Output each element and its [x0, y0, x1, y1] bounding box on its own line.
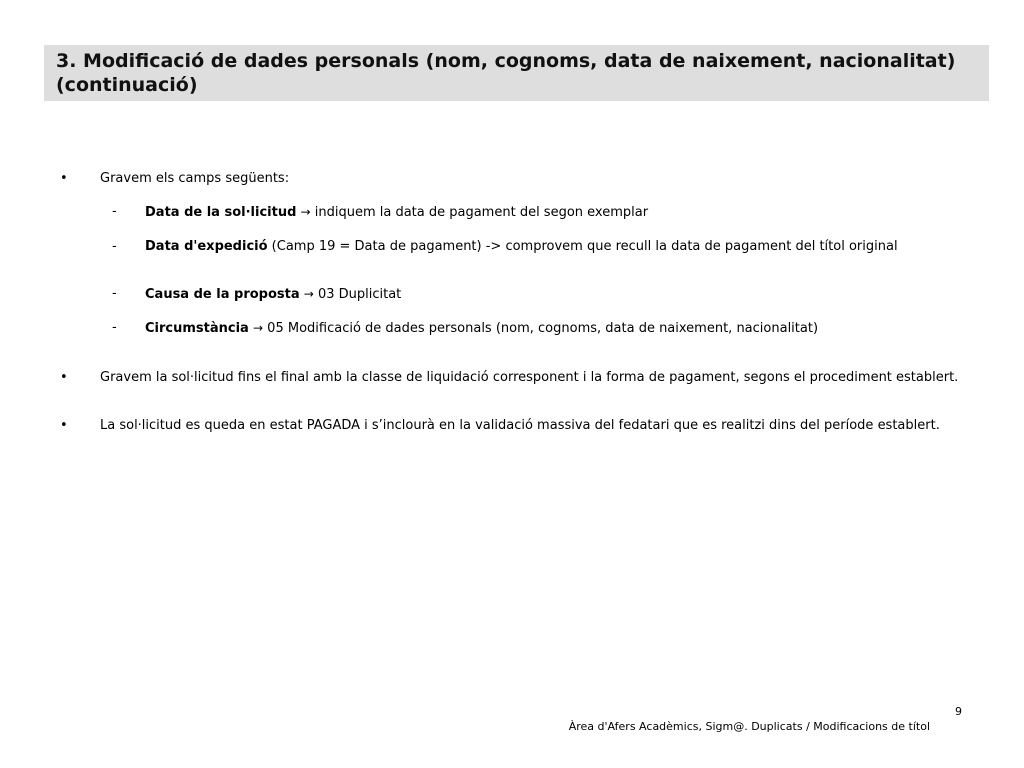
field-label: Data de la sol·licitud [145, 205, 297, 220]
bullet-text: Gravem els camps següents: [100, 171, 290, 186]
footer-text: Àrea d'Afers Acadèmics, Sigm@. Duplicats / Modificacions de títol [568, 720, 930, 733]
arrow-right-icon: → [252, 321, 264, 335]
dash-marker: - [112, 286, 117, 301]
sub-item-3 [112, 287, 963, 302]
sub-item-text [145, 321, 963, 336]
bullet-item-3 [60, 419, 963, 433]
bullet-item-1 [60, 172, 963, 186]
arrow-right-icon: → [303, 287, 314, 301]
field-description: 03 Duplicitat [313, 287, 402, 302]
sub-item-text [145, 205, 963, 220]
dash-marker: - [112, 204, 117, 219]
sub-item-text [145, 240, 963, 254]
dash-marker: - [112, 320, 117, 335]
sub-item-2 [112, 240, 963, 254]
bullet-text: Gravem la sol·licitud fins el final amb la classe de liquidació corresponent i la forma de pagament, segons el procediment establert. [100, 370, 959, 385]
field-description: (Camp 19 = Data de pagament) -> comprovem que recull la data de pagament del títol original [267, 239, 898, 254]
field-description: indiquem la data de pagament del segon exemplar [310, 205, 649, 220]
bullet-item-2 [60, 371, 963, 385]
slide-title-bar [44, 45, 989, 101]
field-description: 05 Modificació de dades personals (nom, cognoms, data de naixement, nacionalitat) [263, 321, 819, 336]
field-label: Causa de la proposta [145, 287, 300, 302]
bullet-marker: • [60, 418, 68, 433]
field-label: Circumstància [145, 321, 249, 336]
sub-item-4 [112, 321, 963, 336]
slide-title: 3. Modificació de dades personals (nom, cognoms, data de naixement, nacionalitat) (continuació) [56, 50, 956, 96]
page-number: 9 [955, 705, 962, 718]
bullet-text: La sol·licitud es queda en estat PAGADA i s’inclourà en la validació massiva del fedatari que es realitzi dins del període establert. [100, 418, 940, 433]
field-label: Data d'expedició [145, 239, 268, 254]
arrow-right-icon: → [300, 205, 311, 219]
sub-item-text [145, 287, 963, 302]
bullet-marker: • [60, 171, 68, 186]
dash-marker: - [112, 239, 117, 254]
sub-item-1 [112, 205, 963, 220]
bullet-marker: • [60, 370, 68, 385]
